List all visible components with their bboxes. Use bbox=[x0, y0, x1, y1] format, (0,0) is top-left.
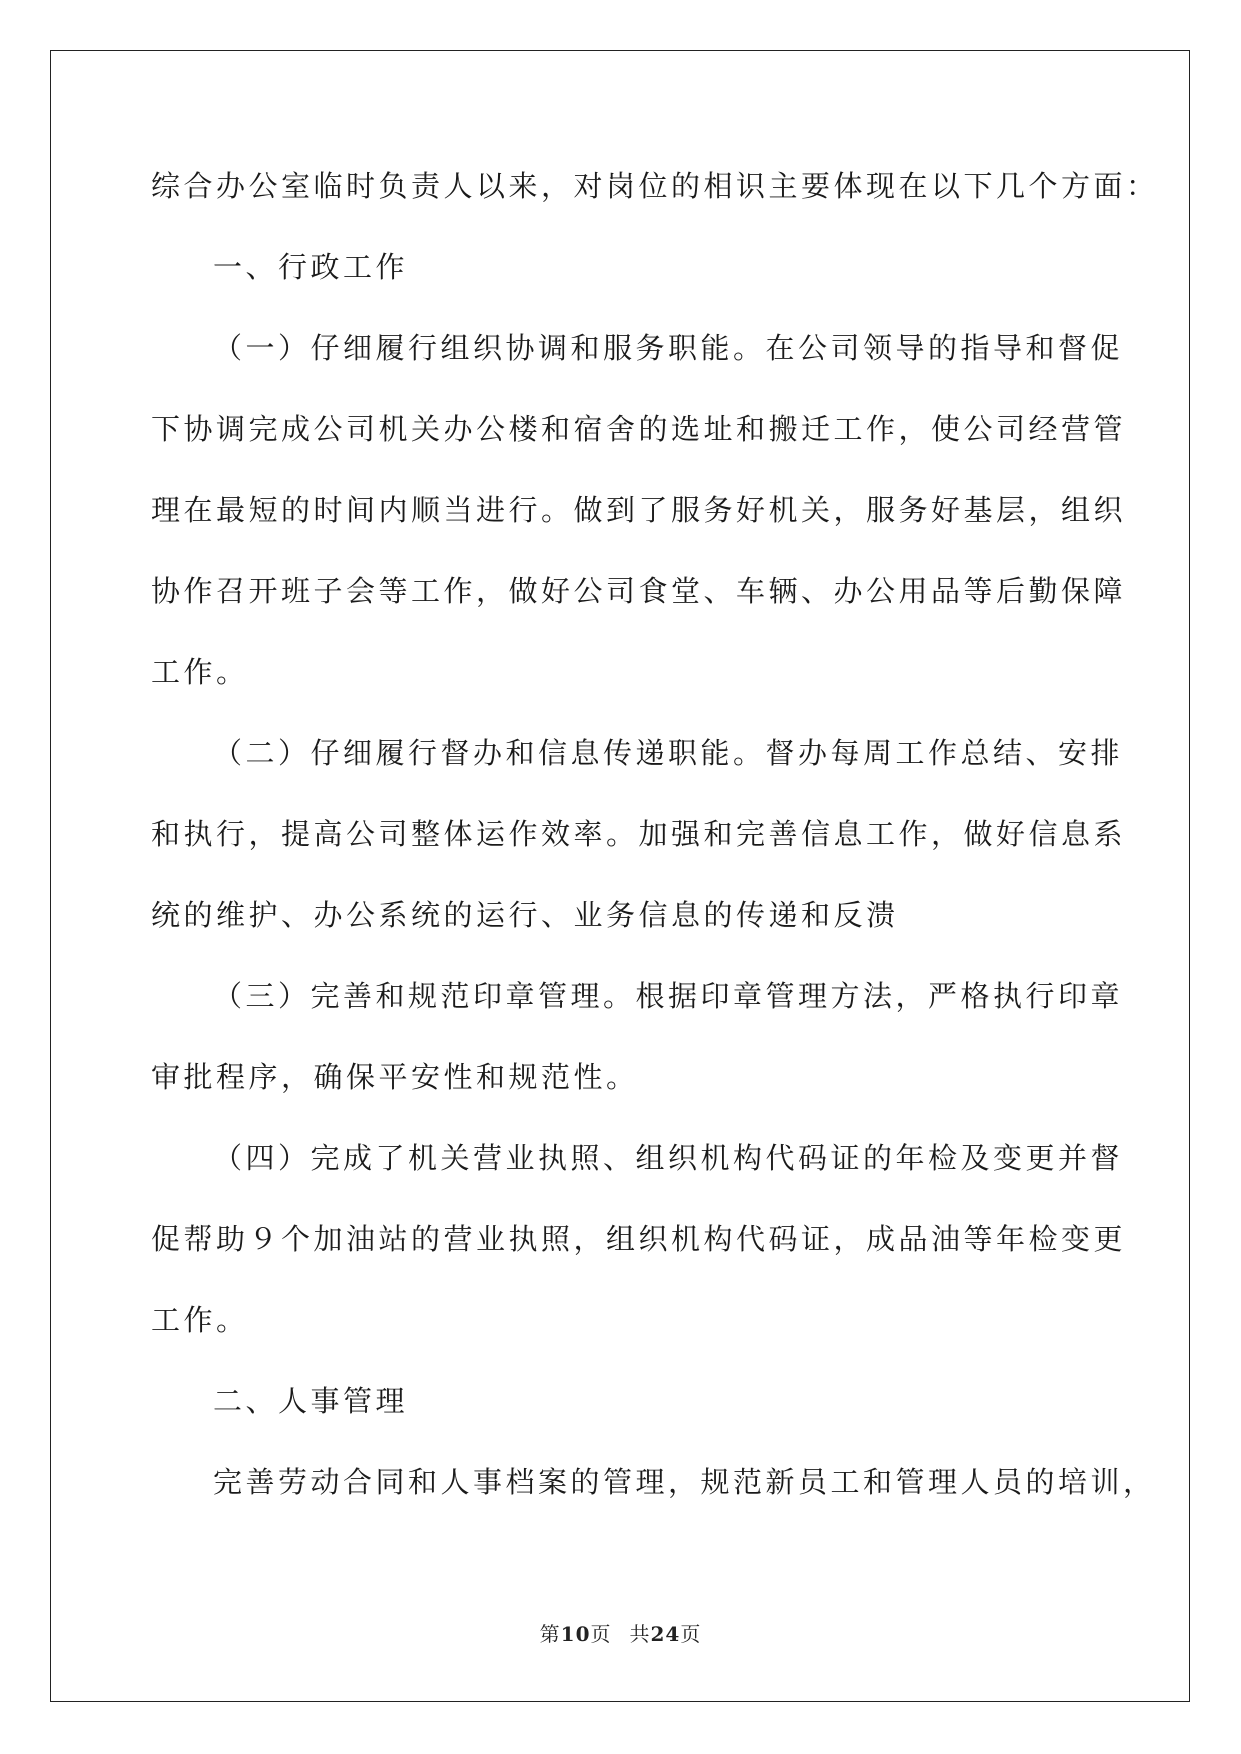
text-line: 工作。 bbox=[151, 1303, 249, 1337]
total-pages: 24 bbox=[650, 1622, 681, 1646]
section-heading: 二、人事管理 bbox=[213, 1384, 409, 1418]
text-line: 统的维护、办公系统的运行、业务信息的传递和反溃 bbox=[151, 898, 899, 932]
document-body bbox=[151, 165, 1159, 1542]
page-prefix: 第 bbox=[539, 1622, 561, 1646]
text-line: 工作。 bbox=[151, 655, 249, 689]
text-line: 完善劳动合同和人事档案的管理，规范新员工和管理人员的培训， bbox=[213, 1465, 1156, 1499]
page-suffix: 页 bbox=[590, 1622, 612, 1646]
text-line: （三）完善和规范印章管理。根据印章管理方法，严格执行印章 bbox=[213, 979, 1124, 1013]
page-footer bbox=[0, 1618, 1241, 1647]
text-line: 和执行，提高公司整体运作效率。加强和完善信息工作，做好信息系 bbox=[151, 817, 1127, 851]
text-line: 促帮助９个加油站的营业执照，组织机构代码证，成品油等年检变更 bbox=[151, 1222, 1127, 1256]
text-line: （二）仔细履行督办和信息传递职能。督办每周工作总结、安排 bbox=[213, 736, 1124, 770]
text-line: 下协调完成公司机关办公楼和宿舍的选址和搬迁工作，使公司经营管 bbox=[151, 412, 1127, 446]
page-number: 10 bbox=[560, 1622, 591, 1646]
total-suffix: 页 bbox=[680, 1622, 702, 1646]
text-line: （一）仔细履行组织协调和服务职能。在公司领导的指导和督促 bbox=[213, 331, 1124, 365]
text-line: 审批程序，确保平安性和规范性。 bbox=[151, 1060, 639, 1094]
total-prefix: 共 bbox=[629, 1622, 651, 1646]
section-heading: 一、行政工作 bbox=[213, 250, 409, 284]
text-line: 协作召开班子会等工作，做好公司食堂、车辆、办公用品等后勤保障 bbox=[151, 574, 1127, 608]
text-line: （四）完成了机关营业执照、组织机构代码证的年检及变更并督 bbox=[213, 1141, 1124, 1175]
text-line: 理在最短的时间内顺当进行。做到了服务好机关，服务好基层，组织 bbox=[151, 493, 1127, 527]
text-line: 综合办公室临时负责人以来，对岗位的相识主要体现在以下几个方面： bbox=[151, 169, 1159, 203]
